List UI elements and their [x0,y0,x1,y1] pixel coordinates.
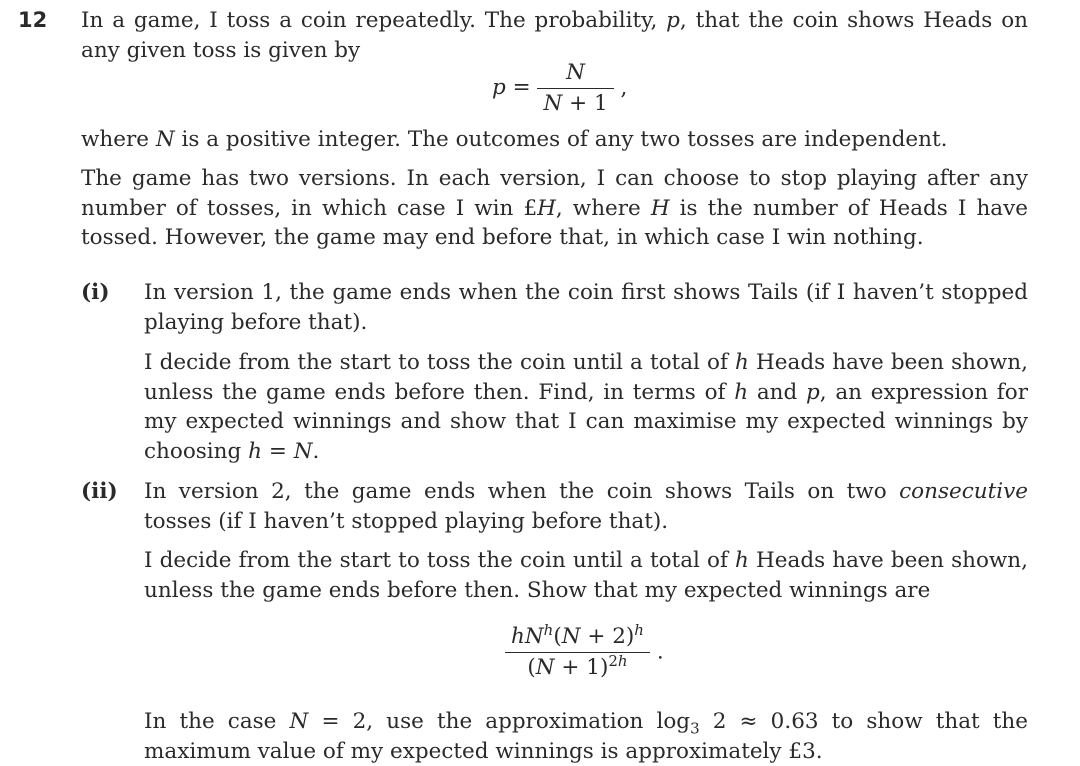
part-i-paragraph-1: In version 1, the game ends when the coin first shows Tails (if I haven’t stopped playing before that). [144,280,1028,335]
part-i-paragraph-2: I decide from the start to toss the coin until a total of h Heads have been shown, unless the game ends before then. Find, in terms of h and p, an expression for my expected winnings and show that I can maximise my expected winnings by choosing h = N. [144,350,1028,464]
part-i-label: (i) [81,280,110,305]
part-ii-paragraph-3: In the case N = 2, use the approximation $\log_3 2 \approx 0.63$ to show that the maximum value of my expected winnings is approximately £3. [144,709,1028,764]
part-ii-paragraph-2: I decide from the start to toss the coin until a total of h Heads have been shown, unless the game ends before then. Show that my expected winnings are [144,548,1028,603]
probability-formula: p = $\frac{N}{N + 1}$ , [492,60,628,116]
part-ii-paragraph-1: In version 2, the game ends when the coin shows Tails on two consecutive tosses (if I haven’t stopped playing before that). [144,479,1028,534]
intro-paragraph-2: where N is a positive integer. The outcomes of any two tosses are independent. [81,127,948,152]
intro-paragraph-1: In a game, I toss a coin repeatedly. The probability, p, that the coin shows Heads on any given toss is given by [81,8,1028,63]
expected-winnings-formula: $\frac{hN^h(N + 2)^h}{(N + 1)^{2h}}$ . [505,622,664,682]
part-ii-label: (ii) [81,479,118,504]
question-number: 12 [18,8,48,32]
intro-paragraph-3: The game has two versions. In each version, I can choose to stop playing after any number of tosses, in which case I win £H, where H is the number of Heads I have tossed. However, the game may end before that, in which case I win nothing. [81,166,1028,250]
